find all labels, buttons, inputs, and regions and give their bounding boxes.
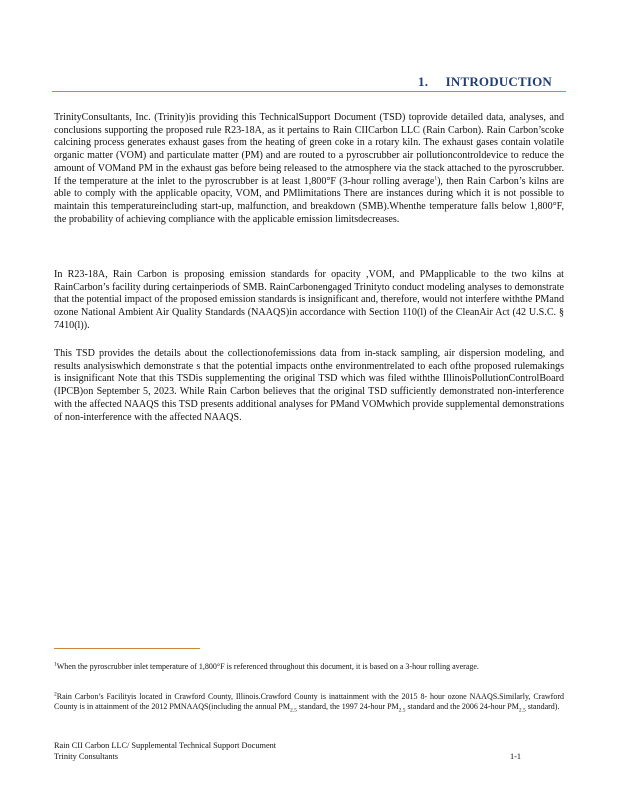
section-heading (418, 74, 552, 90)
paragraph-1-text-a: TrinityConsultants, Inc. (Trinity)is providing this TechnicalSupport Document (TSD) toprovide detailed data, analyses, and conclusions supporting the proposed rule R23-18A, as it pertains to Rain CIICarbon LLC (Rain Carbon). Rain Carbon’scoke calcining process generates exhaust gases from the heating of green coke in a rotary kiln. The exhaust gases contain volatile organic matter (VOM) and particulate matter (PM) and are routed to a pyroscrubber air pollutioncontroldevice to reduce the amount of VOMand PM in the exhaust gas before being released to the atmosphere via the stack attached to the pyroscrubber. If the temperature at the inlet to the pyroscrubber is at least 1,800°F (3-hour rolling average (54, 112, 564, 187)
footnote-2 (54, 692, 564, 712)
intro-paragraph-2: In R23-18A, Rain Carbon is proposing emission standards for opacity ,VOM, and PMapplicable to the two kilns at RainCarbon’s facility during certainperiods of SMB. RainCarbonengaged Trinityto conduct modeling analyses to demonstrate that the potential impact of the proposed emission standards is insignificant and, therefore, would not interfere withthe PMand ozone National Ambient Air Quality Standards (NAAQS)in accordance with Section 110(l) of the CleanAir Act (42 U.S.C. § 7410(l)). (54, 269, 564, 331)
page-number: 1-1 (510, 752, 522, 761)
footnote-2-text-d: standard). (527, 702, 560, 711)
page-footer (54, 741, 276, 762)
footer-document-title: Rain CII Carbon LLC/ Supplemental Technical Support Document (54, 741, 277, 750)
footnote-2-text-c: standard and the 2006 24-hour PM (407, 702, 519, 711)
footnote-2-text-a: Rain Carbon’s Facilityis located in Crawford County, Illinois.Crawford County is inattainment with the 2015 8- hour ozone NAAQS.Similarly, Crawford County is in attainment of the 2012 PMNAAQS(including the annual PM (54, 692, 564, 711)
footnote-2-sub-b: 2.5 (398, 707, 406, 714)
footnote-1 (54, 662, 564, 672)
footnote-separator (54, 648, 200, 649)
section-title: INTRODUCTION (445, 74, 553, 89)
footnote-ref-1[interactable]: 1 (434, 175, 438, 182)
footnote-1-text: When the pyroscrubber inlet temperature of 1,800°F is referenced throughout this document, it is based on a 3-hour rolling average. (56, 662, 479, 671)
footnote-2-text-b: standard, the 1997 24-hour PM (298, 702, 399, 711)
intro-paragraph-1 (54, 112, 564, 226)
footnote-2-sub-a: 2.5 (289, 707, 297, 714)
heading-rule (52, 91, 566, 92)
intro-paragraph-3: This TSD provides the details about the collectionofemissions data from in-stack sampling, air dispersion modeling, and results analysiswhich demonstrate s that the potential impacts onthe environmentrelated to each ofthe proposed rulemakings is insignificant Note that this TSDis supplementing the original TSD which was filed withthe IllinoisPollutionControlBoard (IPCB)on September 5, 2023. While Rain Carbon believes that the original TSD sufficiently demonstrated non-interference with the affected NAAQS this TSD presents additional analyses for PMand VOMwhich provide supplemental demonstrations of non-interference with the affected NAAQS. (54, 348, 564, 423)
footnote-2-sub-c: 2.5 (518, 707, 526, 714)
footnote-1-marker: 1 (54, 661, 57, 668)
paragraph-1-text-b: ), then Rain Carbon’s kilns are able to comply with the applicable opacity, VOM, and PMlimitations There are instances during which it is not possible to maintain this temperatureincluding start-up, malfunction, and breakdown (SMB).Whenthe temperature falls below 1,800°F, the probability of achieving compliance with the applicable emission limitsdecreases. (54, 175, 564, 225)
footnote-2-marker: 2 (54, 691, 57, 698)
section-number: 1. (418, 74, 429, 89)
footer-company: Trinity Consultants (54, 751, 119, 761)
